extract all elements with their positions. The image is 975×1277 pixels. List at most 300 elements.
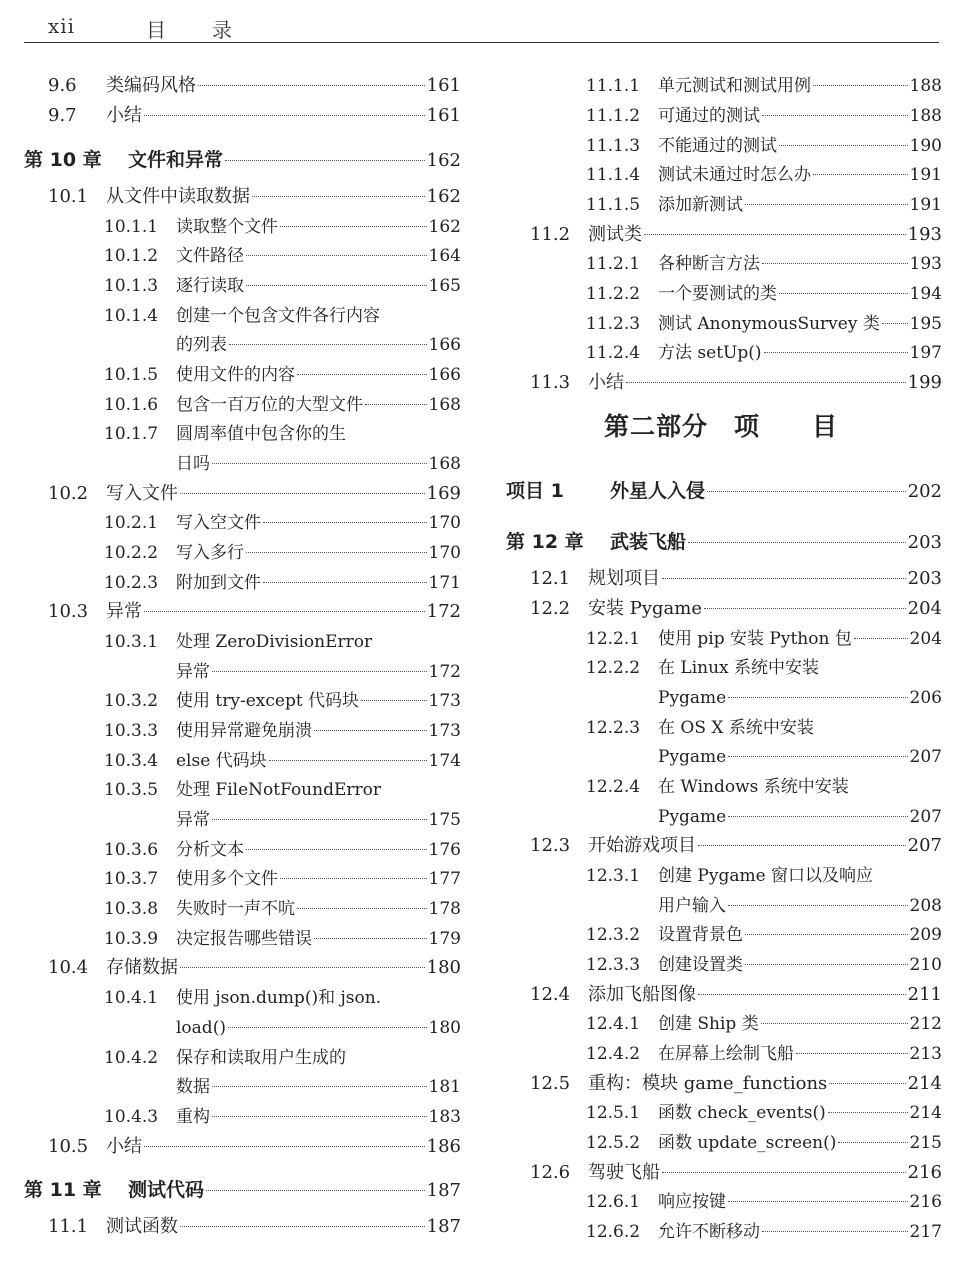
- entry-page-number: 193: [909, 254, 942, 274]
- entry-number: 11.2.4: [586, 343, 641, 363]
- entry-title: 允许不断移动: [658, 1222, 760, 1242]
- dot-leader: [762, 1231, 908, 1232]
- toc-section-entry[interactable]: [530, 597, 942, 621]
- entry-number: 10.3.9: [104, 929, 159, 949]
- entry-number: 12.2.3: [586, 718, 641, 738]
- dot-leader: [212, 463, 427, 464]
- entry-title: 异常: [106, 601, 142, 622]
- toc-section-entry[interactable]: [530, 1161, 942, 1185]
- toc-subsection-entry[interactable]: [104, 393, 461, 417]
- dot-leader: [280, 226, 427, 227]
- entry-title: 添加新测试: [658, 195, 743, 215]
- entry-page-number: 210: [909, 955, 942, 975]
- toc-subsection-entry[interactable]: [586, 686, 942, 710]
- entry-title: 使用 json.dump()和 json.: [176, 988, 382, 1008]
- entry-page-number: 202: [907, 481, 942, 502]
- toc-subsection-entry[interactable]: [104, 274, 461, 298]
- entry-title: else 代码块: [176, 751, 267, 771]
- entry-title: 测试函数: [106, 1216, 178, 1237]
- entry-number: 11.1.4: [586, 165, 641, 185]
- entry-title: 用户输入: [658, 896, 726, 916]
- entry-number: 12.5: [530, 1073, 571, 1094]
- entry-number: 10.3.8: [104, 899, 159, 919]
- entry-page-number: 193: [907, 224, 942, 245]
- entry-title: 的列表: [176, 335, 227, 355]
- entry-page-number: 206: [909, 688, 942, 708]
- entry-page-number: 162: [426, 150, 461, 171]
- toc-subsection-entry[interactable]: [586, 134, 942, 158]
- entry-title: 文件和异常: [128, 149, 224, 171]
- toc-section-entry[interactable]: [48, 600, 461, 624]
- entry-number: 10.3.5: [104, 780, 159, 800]
- entry-number: 12.3: [530, 835, 571, 856]
- entry-number: 12.4: [530, 984, 571, 1005]
- dot-leader: [263, 582, 427, 583]
- toc-subsection-entry[interactable]: [586, 1012, 942, 1036]
- toc-section-entry[interactable]: [530, 1072, 942, 1096]
- toc-subsection-entry[interactable]: [104, 571, 461, 595]
- toc-section-entry[interactable]: [530, 567, 942, 591]
- header-title-part: 目: [146, 18, 166, 42]
- toc-subsection-entry[interactable]: [586, 716, 942, 740]
- toc-section-entry[interactable]: [48, 185, 461, 209]
- entry-title: load(): [176, 1018, 226, 1038]
- entry-title: 方法 setUp(): [658, 343, 762, 363]
- entry-title: 测试未通过时怎么办: [658, 165, 811, 185]
- dot-leader: [698, 845, 906, 846]
- dot-leader: [144, 1146, 425, 1147]
- entry-title: 写入空文件: [176, 513, 261, 533]
- toc-subsection-entry[interactable]: [586, 864, 942, 888]
- dot-leader: [762, 115, 908, 116]
- toc-subsection-entry[interactable]: [104, 838, 461, 862]
- toc-subsection-entry[interactable]: [104, 1105, 461, 1129]
- toc-subsection-entry[interactable]: [586, 1131, 942, 1155]
- entry-page-number: 166: [428, 365, 461, 385]
- entry-title: 决定报告哪些错误: [176, 929, 312, 949]
- toc-section-entry[interactable]: [48, 1215, 461, 1239]
- entry-title: 在 Linux 系统中安装: [658, 658, 820, 678]
- entry-page-number: 183: [428, 1107, 461, 1127]
- entry-number: 12.3.3: [586, 955, 641, 975]
- dot-leader: [280, 878, 427, 879]
- toc-chapter-entry[interactable]: [24, 148, 461, 172]
- entry-page-number: 173: [428, 691, 461, 711]
- entry-page-number: 180: [428, 1018, 461, 1038]
- entry-number: 10.1.3: [104, 276, 159, 296]
- toc-section-entry[interactable]: [48, 74, 461, 98]
- entry-number: 11.3: [530, 372, 571, 393]
- entry-page-number: 213: [909, 1044, 942, 1064]
- entry-title: 测试代码: [128, 1179, 205, 1201]
- entry-number: 10.3.2: [104, 691, 159, 711]
- toc-subsection-entry[interactable]: [104, 719, 461, 743]
- toc-subsection-entry[interactable]: [104, 215, 461, 239]
- entry-title: 文件路径: [176, 246, 244, 266]
- dot-leader: [212, 819, 427, 820]
- toc-subsection-entry[interactable]: [104, 422, 461, 446]
- entry-number: 12.3.2: [586, 925, 641, 945]
- entry-page-number: 204: [907, 598, 942, 619]
- toc-subsection-entry[interactable]: [586, 74, 942, 98]
- dot-leader: [704, 608, 906, 609]
- toc-subsection-entry[interactable]: [586, 923, 942, 947]
- dot-leader: [297, 374, 427, 375]
- entry-title: 写入文件: [106, 483, 178, 504]
- entry-number: 第 11 章: [24, 1179, 102, 1201]
- entry-title: 可通过的测试: [658, 106, 760, 126]
- entry-title: 在 OS X 系统中安装: [658, 718, 814, 738]
- toc-subsection-entry[interactable]: [586, 282, 942, 306]
- dot-leader: [828, 1112, 908, 1113]
- entry-number: 12.2.4: [586, 777, 641, 797]
- entry-page-number: 164: [428, 246, 461, 266]
- toc-subsection-entry[interactable]: [586, 104, 942, 128]
- entry-page-number: 216: [909, 1192, 942, 1212]
- dot-leader: [761, 1023, 908, 1024]
- toc-section-entry[interactable]: [48, 104, 461, 128]
- entry-number: 第 12 章: [506, 531, 584, 553]
- entry-number: 10.2.2: [104, 543, 159, 563]
- entry-number: 9.6: [48, 75, 77, 96]
- toc-subsection-entry[interactable]: [104, 1075, 461, 1099]
- entry-page-number: 179: [428, 929, 461, 949]
- dot-leader: [361, 700, 426, 701]
- dot-leader: [838, 1142, 907, 1143]
- entry-title: 使用 pip 安装 Python 包: [658, 629, 852, 649]
- toc-subsection-entry[interactable]: [586, 745, 942, 769]
- entry-title: 创建 Pygame 窗口以及响应: [658, 866, 874, 886]
- entry-title: 驾驶飞船: [588, 1162, 660, 1183]
- entry-title: 函数 update_screen(): [658, 1133, 837, 1153]
- entry-page-number: 171: [428, 573, 461, 593]
- entry-number: 12.5.2: [586, 1133, 641, 1153]
- entry-page-number: 191: [909, 165, 942, 185]
- dot-leader: [144, 115, 425, 116]
- toc-chapter-entry[interactable]: [24, 1178, 461, 1202]
- entry-title: 在屏幕上绘制飞船: [658, 1044, 794, 1064]
- entry-title: 安装 Pygame: [588, 598, 702, 619]
- dot-leader: [662, 578, 906, 579]
- entry-number: 11.1.5: [586, 195, 641, 215]
- entry-number: 11.2: [530, 224, 571, 245]
- entry-number: 12.6: [530, 1162, 571, 1183]
- entry-page-number: 207: [909, 807, 942, 827]
- entry-number: 10.1: [48, 186, 89, 207]
- toc-subsection-entry[interactable]: [586, 953, 942, 977]
- dot-leader: [246, 255, 427, 256]
- entry-number: 项目 1: [506, 480, 564, 502]
- toc-subsection-entry[interactable]: [104, 749, 461, 773]
- entry-number: 11.1.2: [586, 106, 641, 126]
- entry-page-number: 172: [428, 662, 461, 682]
- entry-number: 9.7: [48, 105, 77, 126]
- toc-section-entry[interactable]: [48, 1135, 461, 1159]
- entry-title: 附加到文件: [176, 573, 261, 593]
- entry-page-number: 207: [907, 835, 942, 856]
- entry-page-number: 175: [428, 810, 461, 830]
- entry-page-number: 191: [909, 195, 942, 215]
- dot-leader: [728, 816, 907, 817]
- toc-subsection-entry[interactable]: [104, 333, 461, 357]
- entry-number: 11.2.2: [586, 284, 641, 304]
- toc-section-entry[interactable]: [48, 956, 461, 980]
- toc-subsection-entry[interactable]: [586, 894, 942, 918]
- entry-number: 10.4.3: [104, 1107, 159, 1127]
- entry-title: 逐行读取: [176, 276, 244, 296]
- entry-page-number: 172: [426, 601, 461, 622]
- dot-leader: [626, 382, 906, 383]
- entry-number: 10.3.3: [104, 721, 159, 741]
- toc-subsection-entry[interactable]: [104, 541, 461, 565]
- toc-subsection-entry[interactable]: [586, 1042, 942, 1066]
- toc-subsection-entry[interactable]: [586, 775, 942, 799]
- entry-page-number: 162: [426, 186, 461, 207]
- dot-leader: [246, 849, 427, 850]
- dot-leader: [198, 85, 425, 86]
- dot-leader: [263, 522, 427, 523]
- dot-leader: [707, 491, 906, 492]
- dot-leader: [728, 1201, 908, 1202]
- entry-page-number: 214: [909, 1103, 942, 1123]
- dot-leader: [762, 263, 908, 264]
- entry-title: 外星人入侵: [610, 480, 706, 502]
- entry-page-number: 181: [428, 1077, 461, 1097]
- entry-number: 11.1.1: [586, 76, 641, 96]
- dot-leader: [764, 352, 908, 353]
- toc-chapter-entry[interactable]: [506, 530, 942, 554]
- entry-title: 单元测试和测试用例: [658, 76, 811, 96]
- entry-title: 创建 Ship 类: [658, 1014, 759, 1034]
- dot-leader: [698, 994, 906, 995]
- entry-number: 10.1.5: [104, 365, 159, 385]
- entry-title: 添加飞船图像: [588, 984, 696, 1005]
- toc-subsection-entry[interactable]: [104, 897, 461, 921]
- entry-number: 10.2.3: [104, 573, 159, 593]
- toc-subsection-entry[interactable]: [104, 630, 461, 654]
- entry-number: 12.3.1: [586, 866, 641, 886]
- entry-page-number: 170: [428, 543, 461, 563]
- toc-subsection-entry[interactable]: [104, 304, 461, 328]
- entry-page-number: 187: [426, 1180, 461, 1201]
- entry-number: 12.5.1: [586, 1103, 641, 1123]
- dot-leader: [688, 542, 906, 543]
- entry-number: 12.4.2: [586, 1044, 641, 1064]
- dot-leader: [796, 1053, 908, 1054]
- toc-subsection-entry[interactable]: [104, 511, 461, 535]
- entry-title: 小结: [106, 1136, 142, 1157]
- dot-leader: [180, 493, 425, 494]
- entry-number: 11.1.3: [586, 136, 641, 156]
- entry-title: 测试类: [588, 224, 642, 245]
- entry-title: 处理 ZeroDivisionError: [176, 632, 373, 652]
- entry-number: 10.5: [48, 1136, 89, 1157]
- toc-subsection-entry[interactable]: [586, 627, 942, 651]
- toc-subsection-entry[interactable]: [586, 1101, 942, 1125]
- toc-subsection-entry[interactable]: [586, 163, 942, 187]
- entry-page-number: 215: [909, 1133, 942, 1153]
- entry-title: 测试 AnonymousSurvey 类: [658, 314, 880, 334]
- entry-number: 10.2: [48, 483, 89, 504]
- toc-subsection-entry[interactable]: [104, 452, 461, 476]
- entry-page-number: 216: [907, 1162, 942, 1183]
- toc-subsection-entry[interactable]: [104, 808, 461, 832]
- toc-subsection-entry[interactable]: [586, 312, 942, 336]
- toc-subsection-entry[interactable]: [586, 1220, 942, 1244]
- entry-number: 12.1: [530, 568, 571, 589]
- dot-leader: [365, 404, 427, 405]
- entry-title: 圆周率值中包含你的生: [176, 424, 346, 444]
- toc-subsection-entry[interactable]: [104, 1016, 461, 1040]
- entry-title: 规划项目: [588, 568, 660, 589]
- entry-title: 使用多个文件: [176, 869, 278, 889]
- entry-page-number: 161: [426, 75, 461, 96]
- dot-leader: [180, 967, 425, 968]
- entry-page-number: 194: [909, 284, 942, 304]
- entry-number: 11.1: [48, 1216, 89, 1237]
- toc-subsection-entry[interactable]: [586, 805, 942, 829]
- entry-number: 10.3.6: [104, 840, 159, 860]
- entry-page-number: 180: [426, 957, 461, 978]
- dot-leader: [745, 204, 908, 205]
- toc-section-entry[interactable]: [530, 223, 942, 247]
- entry-page-number: 186: [426, 1136, 461, 1157]
- entry-page-number: 217: [909, 1222, 942, 1242]
- entry-number: 第 10 章: [24, 149, 102, 171]
- dot-leader: [813, 85, 908, 86]
- dot-leader: [728, 905, 908, 906]
- dot-leader: [644, 234, 906, 235]
- toc-subsection-entry[interactable]: [586, 341, 942, 365]
- toc-section-entry[interactable]: [48, 482, 461, 506]
- toc-subsection-entry[interactable]: [104, 867, 461, 891]
- dot-leader: [269, 760, 427, 761]
- entry-page-number: 168: [428, 454, 461, 474]
- toc-section-entry[interactable]: [530, 371, 942, 395]
- entry-number: 11.2.3: [586, 314, 641, 334]
- entry-title: Pygame: [658, 688, 727, 708]
- dot-leader: [813, 174, 908, 175]
- entry-page-number: 190: [909, 136, 942, 156]
- page-number: xii: [48, 14, 76, 38]
- toc-subsection-entry[interactable]: [104, 986, 461, 1010]
- toc-subsection-entry[interactable]: [586, 656, 942, 680]
- entry-number: 10.1.7: [104, 424, 159, 444]
- toc-subsection-entry[interactable]: [586, 193, 942, 217]
- entry-page-number: 209: [909, 925, 942, 945]
- toc-subsection-entry[interactable]: [104, 927, 461, 951]
- entry-title: 小结: [106, 105, 142, 126]
- entry-page-number: 169: [426, 483, 461, 504]
- dot-leader: [297, 908, 427, 909]
- dot-leader: [745, 964, 908, 965]
- toc-subsection-entry[interactable]: [586, 252, 942, 276]
- dot-leader: [246, 285, 427, 286]
- entry-title: 使用异常避免崩溃: [176, 721, 312, 741]
- entry-number: 10.3.1: [104, 632, 159, 652]
- dot-leader: [252, 196, 425, 197]
- entry-number: 10.3.7: [104, 869, 159, 889]
- entry-page-number: 214: [907, 1073, 942, 1094]
- entry-title: 从文件中读取数据: [106, 186, 250, 207]
- entry-title: 失败时一声不吭: [176, 899, 295, 919]
- dot-leader: [728, 697, 907, 698]
- entry-number: 12.6.2: [586, 1222, 641, 1242]
- entry-page-number: 176: [428, 840, 461, 860]
- entry-title: 小结: [588, 372, 624, 393]
- toc-subsection-entry[interactable]: [104, 689, 461, 713]
- entry-number: 10.1.6: [104, 395, 159, 415]
- dot-leader: [314, 730, 427, 731]
- dot-leader: [246, 552, 427, 553]
- entry-title: 函数 check_events(): [658, 1103, 826, 1123]
- entry-page-number: 178: [428, 899, 461, 919]
- dot-leader: [229, 344, 427, 345]
- entry-number: 10.3: [48, 601, 89, 622]
- entry-page-number: 199: [907, 372, 942, 393]
- entry-page-number: 188: [909, 106, 942, 126]
- entry-title: 开始游戏项目: [588, 835, 696, 856]
- entry-page-number: 204: [909, 629, 942, 649]
- entry-page-number: 165: [428, 276, 461, 296]
- entry-page-number: 187: [426, 1216, 461, 1237]
- header-title-part: 录: [212, 18, 232, 42]
- dot-leader: [225, 160, 425, 161]
- entry-title: 类编码风格: [106, 75, 196, 96]
- entry-number: 10.3.4: [104, 751, 159, 771]
- toc-subsection-entry[interactable]: [104, 778, 461, 802]
- entry-page-number: 188: [909, 76, 942, 96]
- dot-leader: [206, 1190, 425, 1191]
- entry-title: 分析文本: [176, 840, 244, 860]
- dot-leader: [829, 1083, 905, 1084]
- entry-number: 10.1.2: [104, 246, 159, 266]
- entry-number: 10.4: [48, 957, 89, 978]
- entry-title: 各种断言方法: [658, 254, 760, 274]
- entry-number: 10.2.1: [104, 513, 159, 533]
- entry-title: 数据: [176, 1077, 210, 1097]
- entry-title: 包含一百万位的大型文件: [176, 395, 363, 415]
- entry-page-number: 170: [428, 513, 461, 533]
- toc-subsection-entry[interactable]: [586, 1190, 942, 1214]
- entry-title: 设置背景色: [658, 925, 743, 945]
- entry-page-number: 203: [907, 532, 942, 553]
- dot-leader: [728, 756, 907, 757]
- entry-title: 重构：模块 game_functions: [588, 1073, 828, 1094]
- toc-subsection-entry[interactable]: [104, 244, 461, 268]
- entry-title: 不能通过的测试: [658, 136, 777, 156]
- toc-subsection-entry[interactable]: [104, 660, 461, 684]
- entry-title: 武装飞船: [610, 531, 687, 553]
- dot-leader: [212, 671, 427, 672]
- entry-page-number: 173: [428, 721, 461, 741]
- toc-subsection-entry[interactable]: [104, 363, 461, 387]
- toc-section-entry[interactable]: [530, 834, 942, 858]
- entry-page-number: 212: [909, 1014, 942, 1034]
- entry-number: 10.1.4: [104, 306, 159, 326]
- entry-title: 存储数据: [106, 957, 178, 978]
- toc-chapter-entry[interactable]: [506, 479, 942, 503]
- entry-title: 保存和读取用户生成的: [176, 1048, 346, 1068]
- entry-title: 响应按键: [658, 1192, 726, 1212]
- entry-title: 一个要测试的类: [658, 284, 777, 304]
- toc-section-entry[interactable]: [530, 983, 942, 1007]
- entry-title: 使用文件的内容: [176, 365, 295, 385]
- entry-title: 重构: [176, 1107, 210, 1127]
- entry-title: 在 Windows 系统中安装: [658, 777, 849, 797]
- entry-page-number: 197: [909, 343, 942, 363]
- toc-subsection-entry[interactable]: [104, 1046, 461, 1070]
